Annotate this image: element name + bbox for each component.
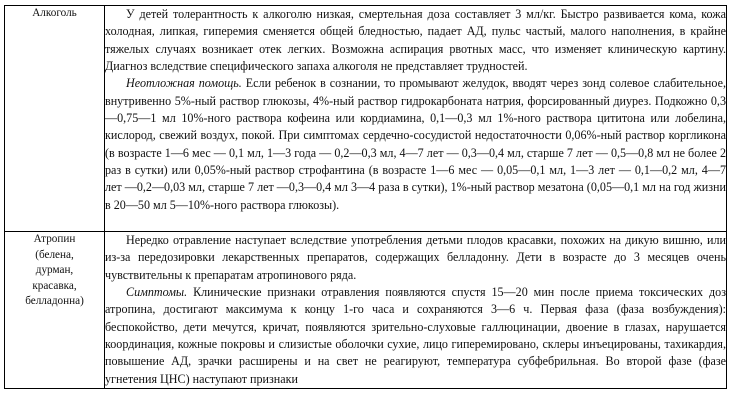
paragraph-text: Нередко отравление наступает вследствие употребления детьми плодов красавки, похожих на дикую вишню, или из-за передозировки лекарственных препаратов, содержащих белладонну. Дети в возрасте до 3 месяцев очень чувствительны к препаратам атропинового ряда. — [105, 233, 726, 282]
paragraph-general — [105, 6, 726, 75]
table-row — [5, 6, 727, 232]
paragraph-symptoms — [105, 284, 726, 388]
substance-name-line: красавка, — [32, 279, 77, 292]
paragraph-general — [105, 232, 726, 284]
substance-name-cell-alcohol — [5, 6, 105, 232]
substance-name-line: (белена, — [35, 248, 74, 261]
description-cell-atropine — [105, 232, 727, 389]
paragraph-lead-label: Симптомы. — [126, 285, 188, 300]
paragraph-lead-label: Неотложная помощь. — [126, 76, 242, 91]
paragraph-first-aid — [105, 75, 726, 214]
paragraph-text: Если ребенок в сознании, то промывают желудок, вводят через зонд солевое слабительное, внутривенно 5%-ный раствор глюкозы, 4%-ный раствор гидрокарбоната натрия, форсированный диурез. Подкожно 0,3—0,75—1 мл 10%-ного раствора кофеина или кордиамина, 0,1—0,3 мл 1%-ного раствора цититона или лобелина, кислород, свежий воздух, покой. При симптомах сердечно-сосудистой недостаточности 0,06%-ный раствор коргликона (в возрасте 1—6 мес — 0,1 мл, 1—3 года — 0,2—0,3 мл, 4—7 лет — 0,3—0,4 мл, старше 7 лет — 0,5—0,8 мл не более 2 раз в сутки) или 0,05%-ный раствор строфантина (в возрасте 1—6 мес — 0,05—0,1 мл, 1—3 лет — 0,1—0,2 мл, 4—7 лет —0,2—0,03 мл, старше 7 лет —0,3—0,4 мл 3—4 раза в сутки), 1%-ный раствор мезатона (0,05—0,1 мл на год жизни в 20—50 мл 5—10%-ного раствора глюкозы). — [105, 76, 726, 212]
substance-name-line: дурман, — [35, 264, 74, 277]
substance-name-cell-atropine — [5, 232, 105, 389]
paragraph-text: У детей толерантность к алкоголю низкая, смертельная доза составляет 3 мл/кг. Быстро развивается кома, кожа холодная, липкая, гиперемия сменяется общей бледностью, падает АД, пульс частый, малого наполнения, в крайне тяжелых случаях возникает отек легких. Возможна аспирация рвотных масс, что изменяет клиническую картину. Диагноз вследствие специфического запаха алкоголя не представляет трудностей. — [105, 7, 726, 74]
poison-reference-table — [4, 5, 727, 389]
table-body — [5, 6, 727, 389]
table-row — [5, 232, 727, 389]
substance-name-line: Алкоголь — [32, 7, 77, 19]
paragraph-text: Клинические признаки отравления появляются спустя 15—20 мин после приема токсических доз атропина, достигают максимума к концу 1-го часа и сохраняются 3—6 ч. Первая фаза (фаза возбуждения): беспокойство, дети мечутся, кричат, появляются зрительно-слуховые галлюцинации, двоение в глазах, нарушается координация, кожные покровы и слизистые оболочки сухие, лицо гиперемировано, склеры инъецированы, тахикардия, повышение АД, зрачки расширены и на свет не реагируют, температура субфебрильная. Во второй фазе (фазе угнетения ЦНС) наступают признаки — [105, 285, 726, 386]
substance-name-line: белладонна) — [25, 295, 84, 308]
description-cell-alcohol — [105, 6, 727, 232]
substance-name-line: Атропин — [33, 233, 76, 245]
